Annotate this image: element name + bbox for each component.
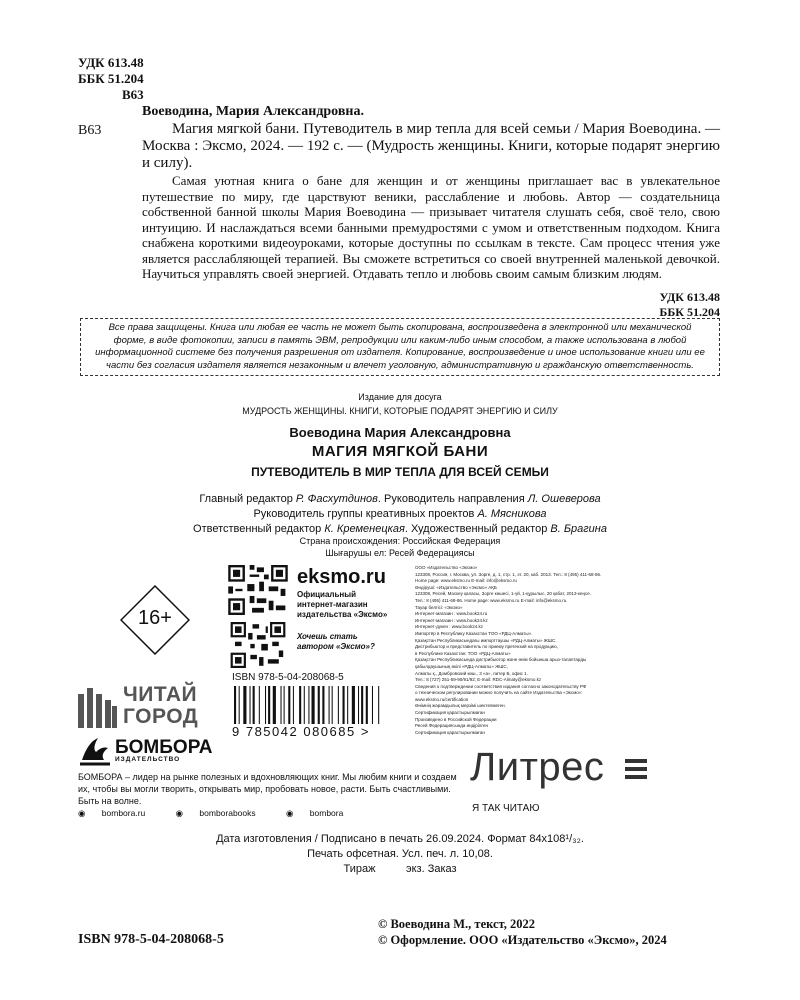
author-heading: Воеводина, Мария Александровна. [142, 104, 364, 119]
imprint-line: ООО «Издательство «Эксмо» [415, 565, 478, 570]
chitai-gorod-logo: ЧИТАЙ ГОРОД [123, 683, 199, 728]
bbk-code-right: ББК 51.204 [659, 305, 720, 319]
author-name: Воеводина Мария Александровна [289, 425, 511, 440]
udk-block [78, 55, 144, 103]
imprint-line: қабылдаушының өкілі «РДЦ-Алматы» ЖШС, [415, 663, 508, 669]
imprint-line: Тауар белгісі: «Эксмо» [415, 604, 463, 610]
litres-logo: Литрес [470, 745, 605, 789]
imprint-block [415, 565, 745, 736]
age-rating: 16+ [138, 607, 172, 629]
eksmo-site[interactable]: eksmo.ru [297, 566, 386, 588]
editors-credits [0, 492, 800, 537]
eksmo-qr-code-icon [228, 565, 288, 615]
imprint-line: Интернет-дүкен : www.book24.kz [415, 624, 484, 630]
editors-line-1: Главный редактор Р. Фасхутдинов. Руководитель направления Л. Ошеверова [199, 493, 601, 505]
imprint-line: Сертификация қарастырылмаған [415, 729, 485, 735]
series-title: МУДРОСТЬ ЖЕНЩИНЫ. КНИГИ, КОТОРЫЕ ПОДАРЯТ ЭНЕРГИЮ И СИЛУ [242, 406, 558, 416]
udk-code-right: УДК 613.48 [659, 290, 720, 304]
imprint-line: в Республике Казахстан: ТОО «РДЦ-Алматы» [415, 650, 511, 656]
isbn-main: ISBN 978-5-04-208068-5 [78, 932, 224, 947]
isbn-barcode-label: ISBN 978-5-04-208068-5 [232, 672, 344, 683]
chitai-gorod-logo-icon [78, 686, 118, 728]
bombora-imprint-label: ИЗДАТЕЛЬСТВО [115, 756, 181, 763]
print-info: Дата изготовления / Подписано в печать 26.09.2024. Формат 84x108¹/₃₂. Печать офсетная. Усл. печ. л. 10,08. Тираж экз. Заказ [216, 833, 584, 875]
bombora-description: БОМБОРА – лидер на рынке полезных и вдохновляющих книг. Мы любим книги и создаем их, чтобы вы могли творить, открывать мир, пробовать новое, расти. Быть счастливыми. Быть на волне. [78, 772, 457, 806]
litres-slogan: Я ТАК ЧИТАЮ [472, 803, 540, 814]
social-links [78, 808, 371, 819]
become-author-text: Хочешь стать автором «Эксмо»? [297, 632, 375, 651]
edition-type: Издание для досуга [358, 392, 442, 402]
social-site[interactable]: ◉ bombora.ru [78, 808, 146, 818]
imprint-line: Интернет-магазин : www.book24.kz [415, 617, 488, 623]
author-mark: В63 [122, 87, 144, 102]
imprint-line: 123308, Ресей, Мәскеу қаласы, Зорге көшесі, 1-үй, 1-құрылыс, 20 қабат, 2013-кеңсе. [415, 591, 592, 597]
ean-digits: 9 785042 080685 > [232, 724, 370, 739]
vk-icon: ◉ [175, 808, 186, 818]
ean-barcode-icon [232, 686, 402, 724]
bombora-logo-icon [78, 730, 112, 766]
author-qr-code-icon [228, 622, 288, 668]
imprint-line: Дистрибьютор и представитель по приему претензий на продукцию, [415, 644, 558, 650]
eksmo-shop-text: Официальный интернет-магазин издательства «Эксмо» [297, 590, 388, 619]
imprint-line: Ресей Федерациясында өндірілген [415, 723, 488, 729]
imprint-line: Қазақстан Республикасында дистрибьютор және өнім бойынша арыз-талаптарды [415, 657, 587, 663]
udk-code: УДК 613.48 [78, 55, 144, 70]
social-vk[interactable]: ◉ bomborabooks [175, 808, 256, 818]
imprint-line: Тел.: 8 (495) 411-68-86. Home page: www.eksmo.ru E-mail: info@eksmo.ru. [415, 597, 568, 603]
litres-menu-icon [625, 757, 647, 781]
catalog-number: В63 [78, 123, 102, 138]
bbk-code: ББК 51.204 [78, 71, 144, 86]
copyright: © Воеводина М., текст, 2022 © Оформление. ООО «Издательство «Эксмо», 2024 [378, 917, 667, 947]
book-title: МАГИЯ МЯГКОЙ БАНИ [311, 443, 489, 460]
imprint-line: Тел.: 8 (727) 251-59-90/91/92; E-mail: RDC-Almaty@eksmo.kz [415, 677, 542, 683]
bibliographic-description: Магия мягкой бани. Путеводитель в мир тепла для всей семьи / Мария Воеводина. — Москва : Эксмо, 2024. — 192 с. — (Мудрость женщины. Книги, которые подарят энергию и силу). [142, 121, 720, 171]
imprint-line: Home page: www.eksmo.ru E-mail: info@eksmo.ru [415, 578, 517, 584]
imprint-line: 123308, Россия, г. Москва, ул. Зорге, д. 1, стр. 1, эт. 20, каб. 2013. Тел.: 8 (495) 411-68-86. [415, 571, 602, 577]
imprint-line: Сертификация қарастырылмаған [415, 710, 485, 716]
telegram-icon: ◉ [286, 808, 296, 818]
imprint-line: о техническом регулировании можно получить на сайте Издательства «Эксмо»: [415, 690, 583, 696]
editors-line-3: Ответственный редактор К. Кременецкая. Художественный редактор В. Брагина [193, 523, 607, 535]
imprint-line: Произведено в Российской Федерации [415, 716, 497, 722]
book-subtitle: ПУТЕВОДИТЕЛЬ В МИР ТЕПЛА ДЛЯ ВСЕЙ СЕМЬИ [251, 465, 549, 479]
imprint-line: Сведения о подтверждении соответствия издания согласно законодательству РФ [415, 683, 587, 689]
udk-block-right [620, 290, 720, 320]
imprint-line: www.eksmo.ru/certification [415, 696, 469, 702]
imprint-line: Интернет-магазин : www.book24.ru [415, 611, 488, 617]
social-telegram[interactable]: ◉ bombora [286, 808, 344, 818]
imprint-line: Алматы қ., Домбровский көш., 3 «а», литер Б, офис 1. [415, 670, 528, 676]
globe-icon: ◉ [78, 808, 88, 818]
imprint-line: Қазақстан Республикасындағы импорттаушы «РДЦ-Алматы» ЖШС. [415, 637, 557, 643]
country-of-origin: Страна происхождения: Российская Федерация Шығарушы ел: Ресей Федерациясы [299, 536, 501, 558]
imprint-line: Өндіруші: «Издательство «Эксмо» АҚБ [415, 584, 497, 590]
rights-notice: Все права защищены. Книга или любая ее часть не может быть скопирована, воспроизведена в электронной или механической форме, в виде фотокопии, записи в память ЭВМ, репродукции или каким-либо иным способом, а также использована в любой информационной системе без получения разрешения от издателя. Копирование, воспроизведение и иное использование книги или ее части без согласия издателя является незаконным и влечет уголовную, административную и гражданскую ответственность. [80, 318, 720, 376]
imprint-line: Импортёр в Республику Казахстан ТОО «РДЦ-Алматы». [415, 630, 533, 636]
editors-line-2: Руководитель группы креативных проектов А. Мясникова [253, 508, 547, 520]
imprint-line: Өнімнің жарамдылық мерзімі шектелмеген. [415, 703, 506, 709]
bombora-logo: БОМБОРА [115, 737, 213, 758]
annotation: Самая уютная книга о бане для женщин и от женщины приглашает вас в увлекательное путешествие по миру, где царствуют веники, расслабление и любовь. Автор — создательница собственной банной школы Мария Воеводина — призывает читателя слушать себя, своё тело, свою интуицию. И наслаждаться всеми банными премудростями с умом и ответственным подходом. Книга снабжена короткими видеоуроками, которые доступны по ссылкам в тексте. Сам процесс чтения уже является расслабляющей терапией. Вы сможете встретиться со своей внутренней маленькой девочкой. Научиться управлять своей энергией. Отдавать тепло и любовь своим самым близким людям. [142, 173, 720, 281]
